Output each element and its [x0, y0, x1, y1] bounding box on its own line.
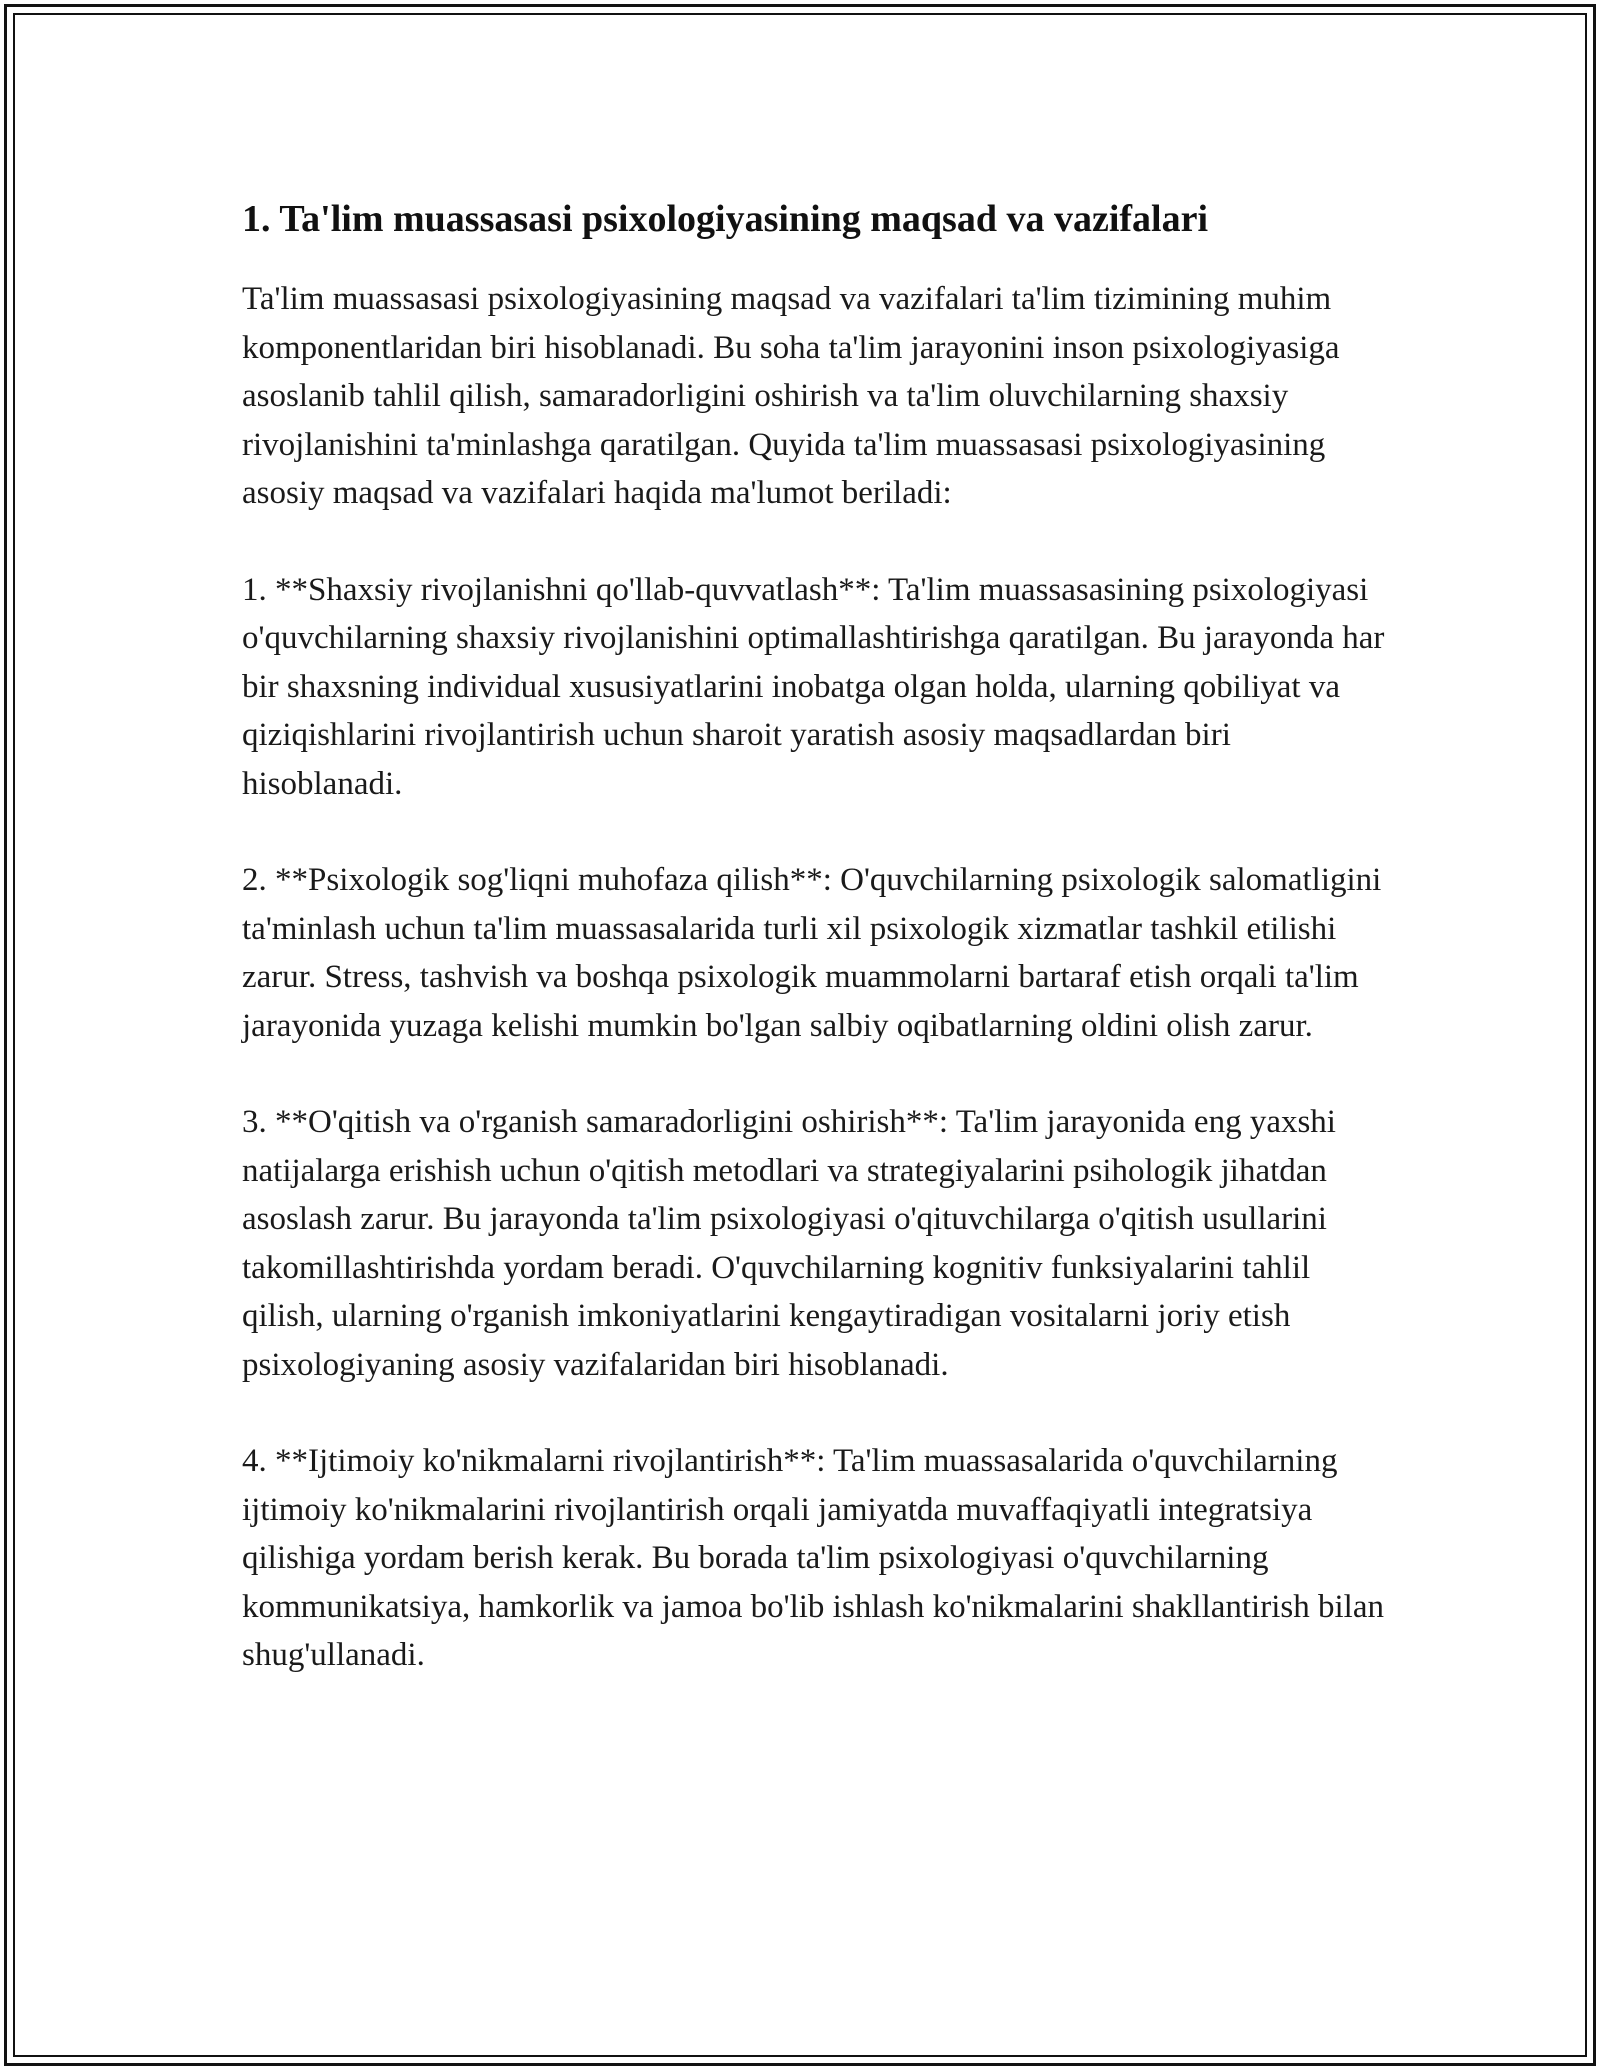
item-paragraph-2: 2. **Psixologik sog'liqni muhofaza qilish**: O'quvchilarning psixologik salomatligini ta'minlash uchun ta'lim muassasalarida turli xil psixologik xizmatlar tashkil etilishi zarur. Stress, tashvish va boshqa psixologik muammolarni bartaraf etish orqali ta'lim jarayonida yuzaga kelishi mumkin bo'lgan salbiy oqibatlarning oldini olish zarur. [242, 862, 1382, 1044]
item-paragraph-4: 4. **Ijtimoiy ko'nikmalarni rivojlantirish**: Ta'lim muassasalarida o'quvchilarning ijtimoiy ko'nikmalarini rivojlantirish orqali jamiyatda muvaffaqiyatli integratsiya qilishiga yordam berish kerak. Bu borada ta'lim psixologiyasi o'quvchilarning kommunikatsiya, hamkorlik va jamoa bo'lib ishlash ko'nikmalarini shakllantirish bilan shug'ullanadi. [242, 1443, 1384, 1673]
document-body [242, 193, 1392, 1728]
item-paragraph-3: 3. **O'qitish va o'rganish samaradorligini oshirish**: Ta'lim jarayonida eng yaxshi natijalarga erishish uchun o'qitish metodlari va strategiyalarini psihologik jihatdan asoslash zarur. Bu jarayonda ta'lim psixologiyasi o'qituvchilarga o'qitish usullarini takomillashtirishda yordam beradi. O'quvchilarning kognitiv funksiyalarini tahlil qilish, ularning o'rganish imkoniyatlarini kengaytiradigan vositalarni joriy etish psixologiyaning asosiy vazifalaridan biri hisoblanadi. [242, 1104, 1336, 1383]
item-paragraph-1: 1. **Shaxsiy rivojlanishni qo'llab-quvvatlash**: Ta'lim muassasasining psixologiyasi o'quvchilarning shaxsiy rivojlanishini optimallashtirishga qaratilgan. Bu jarayonda har bir shaxsning individual xususiyatlarini inobatga olgan holda, ularning qobiliyat va qiziqishlarini rivojlantirish uchun sharoit yaratish asosiy maqsadlardan biri hisoblanadi. [242, 571, 1385, 802]
page-frame [4, 4, 1596, 2066]
document-title: 1. Ta'lim muassasasi psixologiyasining maqsad va vazifalari [242, 198, 1209, 240]
intro-paragraph: Ta'lim muassasasi psixologiyasining maqsad va vazifalari ta'lim tizimining muhim komponentlaridan biri hisoblanadi. Bu soha ta'lim jarayonini inson psixologiyasiga asoslanib tahlil qilish, samaradorligini oshirish va ta'lim oluvchilarning shaxsiy rivojlanishini ta'minlashga qaratilgan. Quyida ta'lim muassasasi psixologiyasining asosiy maqsad va vazifalari haqida ma'lumot beriladi: [242, 281, 1340, 511]
